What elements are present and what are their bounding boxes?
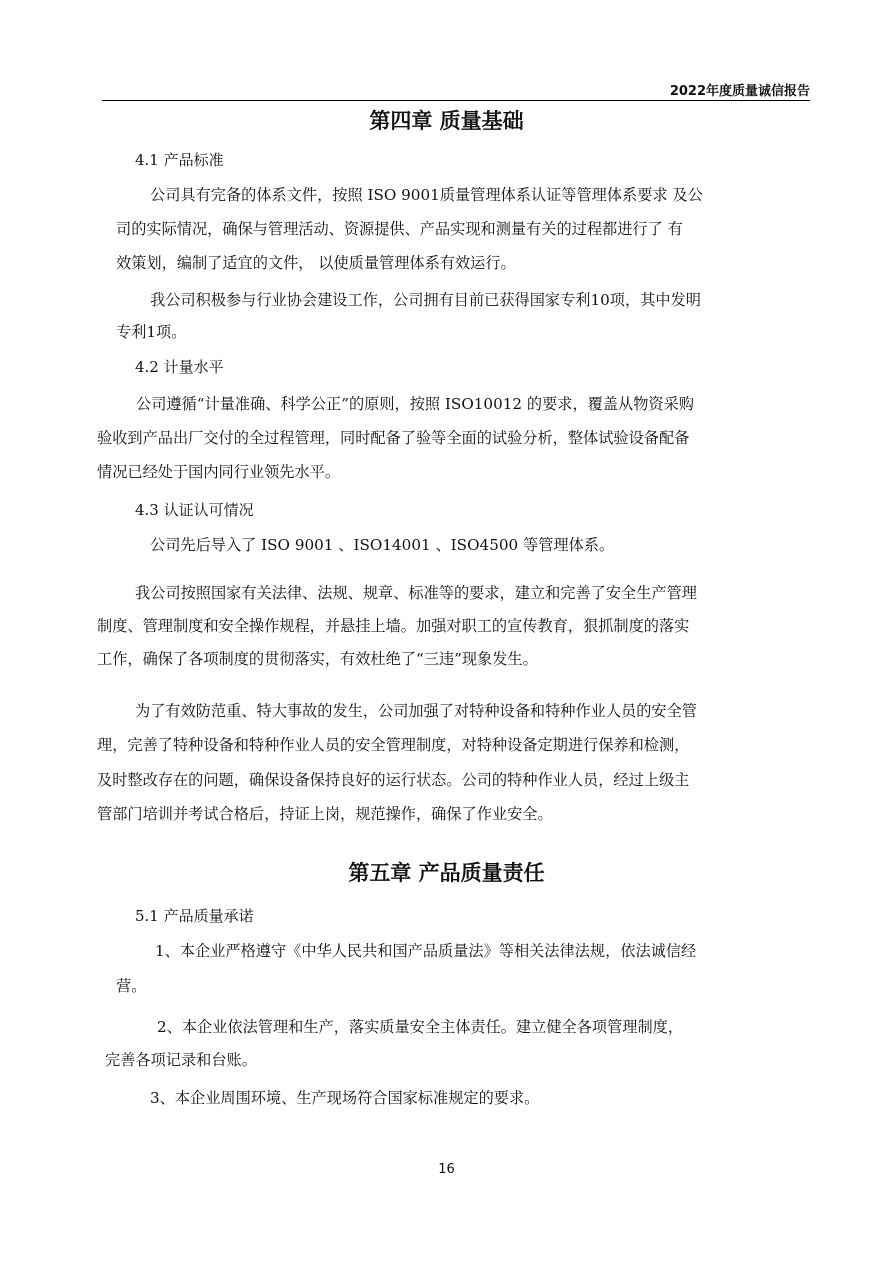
s42-p1-line2: 验收到产品出厂交付的全过程管理，同时配备了验等全面的试验分析，整体试验设备配备 — [97, 429, 690, 447]
s51-item2-line1: 2、本企业依法管理和生产，落实质量安全主体责任。建立健全各项管理制度， — [157, 1018, 684, 1036]
s43-p2-line2: 制度、管理制度和安全操作规程，并悬挂上墙。加强对职工的宣传教育，狠抓制度的落实 — [97, 617, 690, 635]
chapter-5-title: 第五章 产品质量责任 — [348, 861, 545, 885]
s43-p2-line1: 我公司按照国家有关法律、法规、规章、标准等的要求，建立和完善了安全生产管理 — [135, 584, 697, 602]
s51-item2-line2: 完善各项记录和台账。 — [105, 1051, 257, 1069]
s41-p2-line2: 专利1项。 — [116, 323, 187, 341]
s43-p3-line1: 为了有效防范重、特大事故的发生，公司加强了对特种设备和特种作业人员的安全管 — [135, 702, 697, 720]
section-4-3-heading: 4.3 认证认可情况 — [135, 501, 254, 519]
s43-p3-line4: 管部门培训并考试合格后，持证上岗，规范操作，确保了作业安全。 — [97, 805, 553, 823]
s43-p3-line2: 理，完善了特种设备和特种作业人员的安全管理制度，对特种设备定期进行保养和检测， — [97, 736, 690, 754]
s41-p2-line1: 我公司积极参与行业协会建设工作，公司拥有目前已获得国家专利10项，其中发明 — [150, 291, 701, 309]
s43-p3-line3: 及时整改存在的问题，确保设备保持良好的运行状态。公司的特种作业人员，经过上级主 — [97, 771, 690, 789]
section-4-1-heading: 4.1 产品标准 — [135, 151, 224, 169]
s43-p1-line1: 公司先后导入了 ISO 9001 、ISO14001 、ISO4500 等管理体系。 — [150, 536, 615, 554]
s51-item1-line1: 1、本企业严格遵守《中华人民共和国产品质量法》等相关法律法规，依法诚信经 — [155, 942, 697, 960]
s51-item1-line2: 营。 — [116, 977, 147, 995]
s43-p2-line3: 工作，确保了各项制度的贯彻落实，有效杜绝了“三违”现象发生。 — [97, 650, 538, 668]
section-4-2-heading: 4.2 计量水平 — [135, 358, 224, 376]
s41-p1-line1: 公司具有完备的体系文件，按照 ISO 9001质量管理体系认证等管理体系要求 及公 — [150, 186, 703, 204]
s42-p1-line1: 公司遵循“计量准确、科学公正”的原则，按照 ISO10012 的要求，覆盖从物资采购 — [136, 395, 694, 413]
header-rule — [102, 100, 810, 101]
page-number: 16 — [438, 1162, 455, 1177]
s41-p1-line2: 司的实际情况，确保与管理活动、资源提供、产品实现和测量有关的过程都进行了 有 — [116, 220, 683, 238]
report-title-header: 2022年度质量诚信报告 — [669, 84, 810, 99]
s42-p1-line3: 情况已经处于国内同行业领先水平。 — [97, 463, 340, 481]
s51-item3-line1: 3、本企业周围环境、生产现场符合国家标准规定的要求。 — [150, 1089, 540, 1107]
section-5-1-heading: 5.1 产品质量承诺 — [135, 907, 254, 925]
s41-p1-line3: 效策划，编制了适宜的文件， 以使质量管理体系有效运行。 — [116, 254, 516, 272]
chapter-4-title: 第四章 质量基础 — [369, 109, 524, 133]
